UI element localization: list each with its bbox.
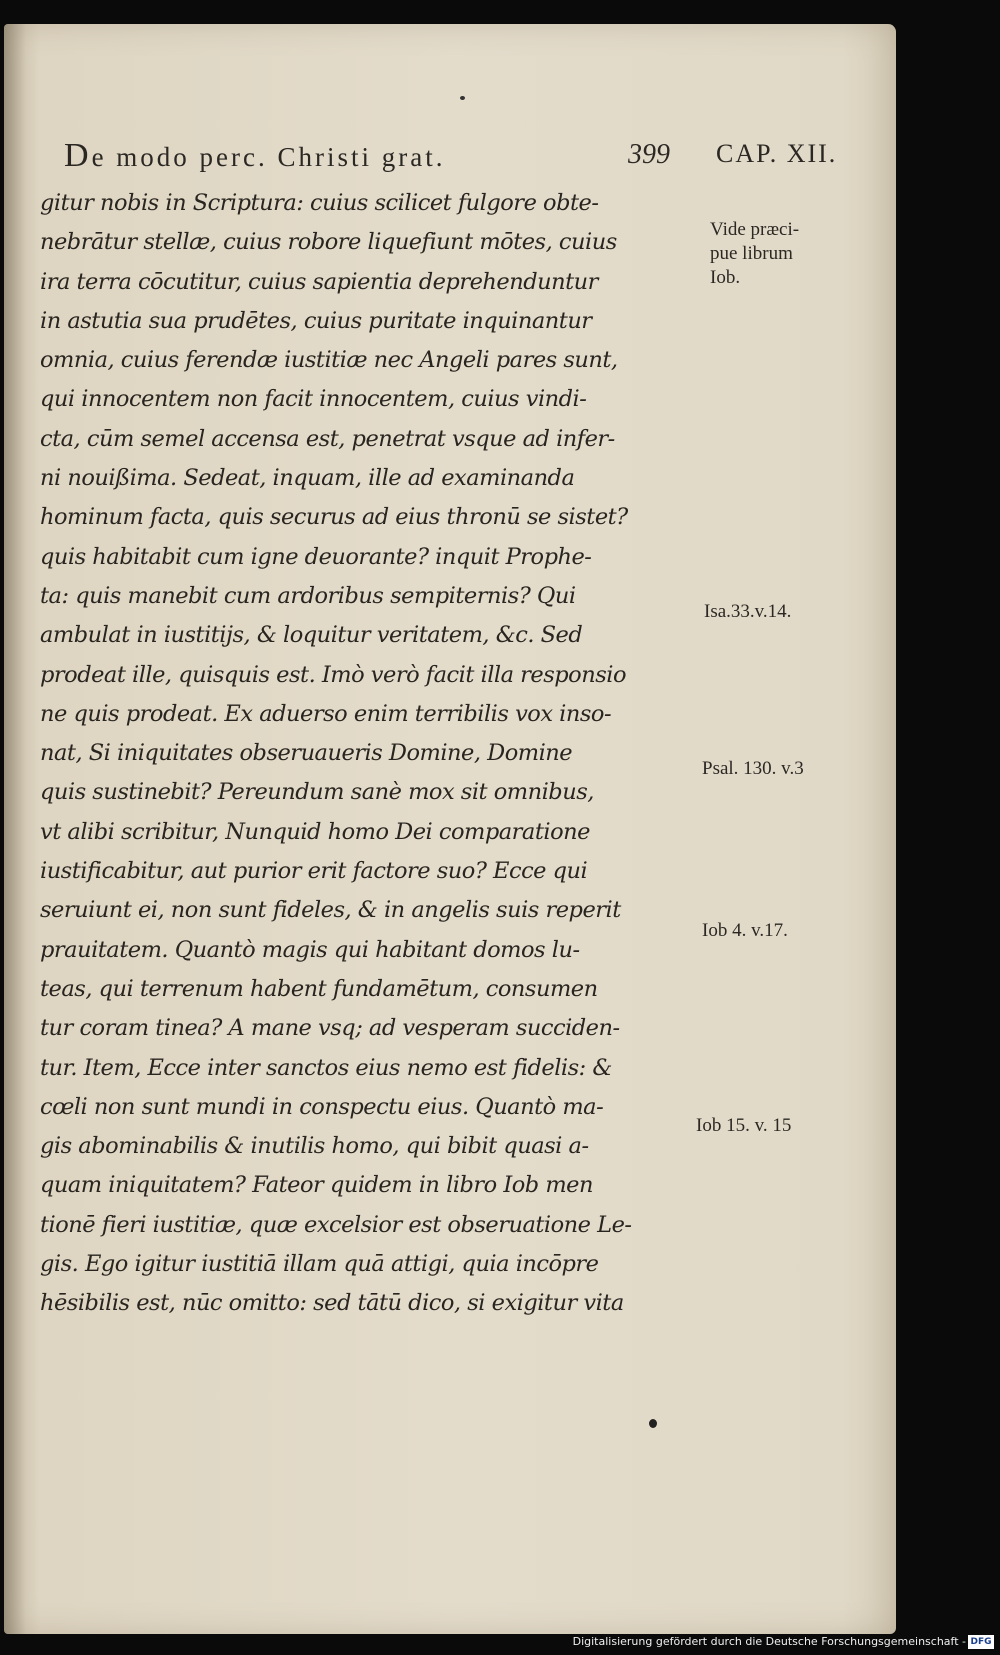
page-number: 399: [628, 139, 670, 170]
margin-note-psalm: Psal. 130. v.3: [702, 758, 804, 779]
text-line: gis. Ego igitur iustitiā illam quā attigi, quia incōpre: [40, 1251, 599, 1278]
text-line: quis habitabit cum igne deuorante? inquit Prophe-: [40, 543, 592, 570]
dfg-logo-icon: DFG: [968, 1635, 994, 1649]
text-line: in astutia sua prudētes, cuius puritate inquinantur: [40, 307, 592, 334]
margin-note-reference: [710, 218, 799, 290]
body-text: [40, 184, 700, 1324]
margin-note-line: Vide præci-: [710, 219, 800, 240]
text-line: prauitatem. Quantò magis qui habitant domos lu-: [40, 936, 580, 963]
text-line: quis sustinebit? Pereundum sanè mox sit omnibus,: [40, 779, 594, 806]
text-line: cœli non sunt mundi in conspectu eius. Quantò ma-: [40, 1093, 604, 1120]
book-page: [4, 24, 896, 1634]
text-line: omnia, cuius ferendæ iustitiæ nec Angeli pares sunt,: [40, 347, 618, 374]
text-line: ne quis prodeat. Ex aduerso enim terribilis vox inso-: [40, 700, 612, 727]
text-line: ni nouißima. Sedeat, inquam, ille ad examinanda: [40, 465, 575, 492]
text-line: gis abominabilis & inutilis homo, qui bibit quasi a-: [40, 1133, 589, 1160]
text-line: teas, qui terrenum habent fundamētum, consumen: [40, 975, 598, 1002]
text-line: qui innocentem non facit innocentem, cuius vindi-: [40, 386, 587, 413]
text-line: gitur nobis in Scriptura: cuius scilicet fulgore obte-: [40, 190, 599, 216]
text-line: hominum facta, quis securus ad eius thronū se sistet?: [40, 504, 628, 531]
text-line: ira terra cōcutitur, cuius sapientia deprehenduntur: [40, 268, 598, 295]
text-line: vt alibi scribitur, Nunquid homo Dei comparatione: [40, 818, 590, 845]
ink-speck: [460, 96, 465, 100]
margin-note-job-4: Iob 4. v.17.: [702, 920, 788, 941]
margin-note-line: Iob.: [710, 267, 741, 288]
text-line: tur. Item, Ecce inter sanctos eius nemo est fidelis: &: [40, 1054, 612, 1081]
text-line: ta: quis manebit cum ardoribus sempiternis? Qui: [40, 582, 576, 609]
text-line: cta, cūm semel accensa est, penetrat vsque ad infer-: [40, 425, 615, 452]
digitization-credit: Digitalisierung gefördert durch die Deutsche Forschungsgemeinschaft -: [572, 1635, 966, 1648]
text-line: ambulat in iustitijs, & loquitur veritatem, &c. Sed: [40, 622, 583, 649]
margin-note-job-15: Iob 15. v. 15: [696, 1115, 792, 1136]
text-line: hēsibilis est, nūc omitto: sed tātū dico, si exigitur vita: [40, 1290, 624, 1317]
text-line: prodeat ille, quisquis est. Imò verò facit illa responsio: [40, 661, 627, 688]
margin-note-isaiah: Isa.33.v.14.: [704, 601, 792, 622]
text-line: nebrātur stellæ, cuius robore liquefiunt mōtes, cuius: [40, 229, 617, 256]
page-header: [64, 137, 864, 177]
page-gutter-shadow: [4, 24, 26, 1634]
text-line: tionē fieri iustitiæ, quæ excelsior est obseruatione Le-: [40, 1211, 632, 1238]
text-line: nat, Si iniquitates obseruaueris Domine, Domine: [40, 740, 573, 767]
text-line: iustificabitur, aut purior erit factore suo? Ecce qui: [40, 858, 588, 885]
ink-speck: [649, 1419, 657, 1428]
text-line: seruiunt ei, non sunt fideles, & in angelis suis reperit: [40, 897, 621, 924]
text-line: quam iniquitatem? Fateor quidem in libro Iob men: [40, 1172, 593, 1199]
running-head: De modo perc. Christi grat.: [64, 137, 446, 174]
margin-note-line: pue librum: [710, 243, 793, 264]
chapter-heading: CAP. XII.: [716, 139, 838, 168]
text-line: tur coram tinea? A mane vsq; ad vesperam succiden-: [40, 1015, 620, 1042]
